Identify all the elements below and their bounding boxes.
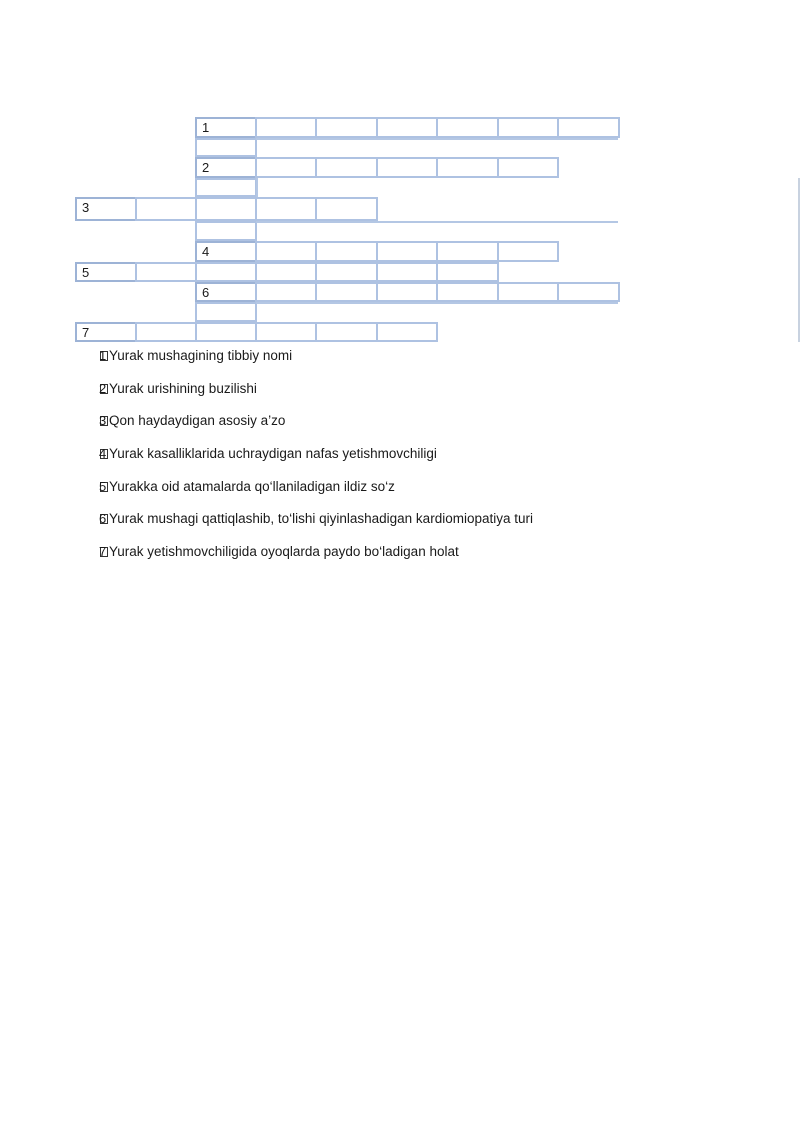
clue-item-text: Yurak urishining buzilishi — [109, 381, 257, 396]
crossword-cell[interactable] — [195, 302, 257, 322]
crossword-cell[interactable] — [436, 262, 499, 282]
crossword-cell[interactable] — [255, 197, 317, 221]
clue-item-text: Yurak mushagining tibbiy nomi — [109, 348, 293, 363]
clue-item — [100, 446, 437, 462]
crossword-cell[interactable] — [436, 157, 499, 178]
crossword-cell[interactable] — [436, 282, 499, 302]
clue-item-number: 7 — [99, 544, 107, 559]
crossword-cell[interactable] — [315, 322, 378, 342]
crossword-cell[interactable] — [195, 262, 257, 282]
clue-item — [100, 479, 395, 495]
clue-item — [100, 544, 459, 560]
crossword-cell[interactable] — [255, 157, 317, 178]
crossword-cell[interactable] — [135, 197, 197, 221]
crossword-cell[interactable] — [315, 197, 378, 221]
crossword-cell[interactable] — [376, 117, 438, 138]
crossword-cell[interactable] — [255, 282, 317, 302]
crossword-cell[interactable] — [195, 322, 257, 342]
clue-item-text: Yurak kasalliklarida uchraydigan nafas yetishmovchiligi — [109, 446, 437, 461]
clue-item-text: Yurak mushagi qattiqlashib, to‘lishi qiyinlashadigan kardiomiopatiya turi — [109, 511, 533, 526]
clue-item — [100, 413, 285, 429]
crossword-cell[interactable] — [195, 221, 257, 241]
crossword-cell[interactable] — [315, 157, 378, 178]
crossword-cell[interactable] — [497, 241, 559, 262]
crossword-cell[interactable] — [376, 282, 438, 302]
clue-number-label: 3 — [82, 200, 90, 215]
clue-item-number: 5 — [99, 479, 107, 494]
clue-number-label: 2 — [202, 160, 210, 175]
grid-separator-line — [256, 178, 258, 197]
crossword-cell[interactable] — [255, 262, 317, 282]
clue-item-number: 4 — [99, 446, 107, 461]
clue-item-number: 6 — [99, 511, 107, 526]
clue-item — [100, 511, 533, 527]
crossword-cell[interactable] — [376, 262, 438, 282]
clue-number-label: 4 — [202, 244, 210, 259]
clue-item-number: 3 — [99, 413, 107, 428]
crossword-cell[interactable] — [315, 282, 378, 302]
clue-number-label: 6 — [202, 285, 210, 300]
grid-separator-line — [256, 302, 618, 304]
clue-item-text: Yurakka oid atamalarda qo‘llaniladigan ildiz so‘z — [109, 479, 395, 494]
crossword-cell[interactable] — [557, 282, 620, 302]
clue-number-label: 7 — [82, 325, 90, 340]
crossword-cell[interactable] — [376, 322, 438, 342]
crossword-cell[interactable] — [135, 262, 197, 282]
crossword-cell[interactable] — [255, 117, 317, 138]
grid-separator-line — [256, 221, 618, 223]
crossword-cell[interactable] — [195, 197, 257, 221]
crossword-cell[interactable] — [195, 178, 257, 197]
grid-separator-line — [256, 138, 618, 140]
crossword-cell[interactable] — [376, 157, 438, 178]
crossword-cell[interactable] — [315, 262, 378, 282]
clue-number-label: 1 — [202, 120, 210, 135]
crossword-cell[interactable] — [557, 117, 620, 138]
crossword-cell[interactable] — [436, 241, 499, 262]
crossword-cell[interactable] — [255, 322, 317, 342]
crossword-cell[interactable] — [497, 117, 559, 138]
crossword-cell[interactable] — [135, 322, 197, 342]
clue-item-text: Qon haydaydigan asosiy a’zo — [109, 413, 286, 428]
clue-item-number: 2 — [99, 381, 107, 396]
crossword-cell[interactable] — [255, 241, 317, 262]
crossword-cell[interactable] — [376, 241, 438, 262]
crossword-cell[interactable] — [497, 157, 559, 178]
crossword-cell[interactable] — [315, 241, 378, 262]
crossword-cell[interactable] — [436, 117, 499, 138]
clue-item — [100, 381, 257, 397]
clue-item-number: 1 — [99, 348, 107, 363]
crossword-cell[interactable] — [315, 117, 378, 138]
crossword-cell[interactable] — [497, 282, 559, 302]
clue-number-label: 5 — [82, 265, 90, 280]
clue-item-text: Yurak yetishmovchiligida oyoqlarda paydo bo‘ladigan holat — [109, 544, 459, 559]
clue-item — [100, 348, 292, 364]
crossword-cell[interactable] — [195, 138, 257, 157]
